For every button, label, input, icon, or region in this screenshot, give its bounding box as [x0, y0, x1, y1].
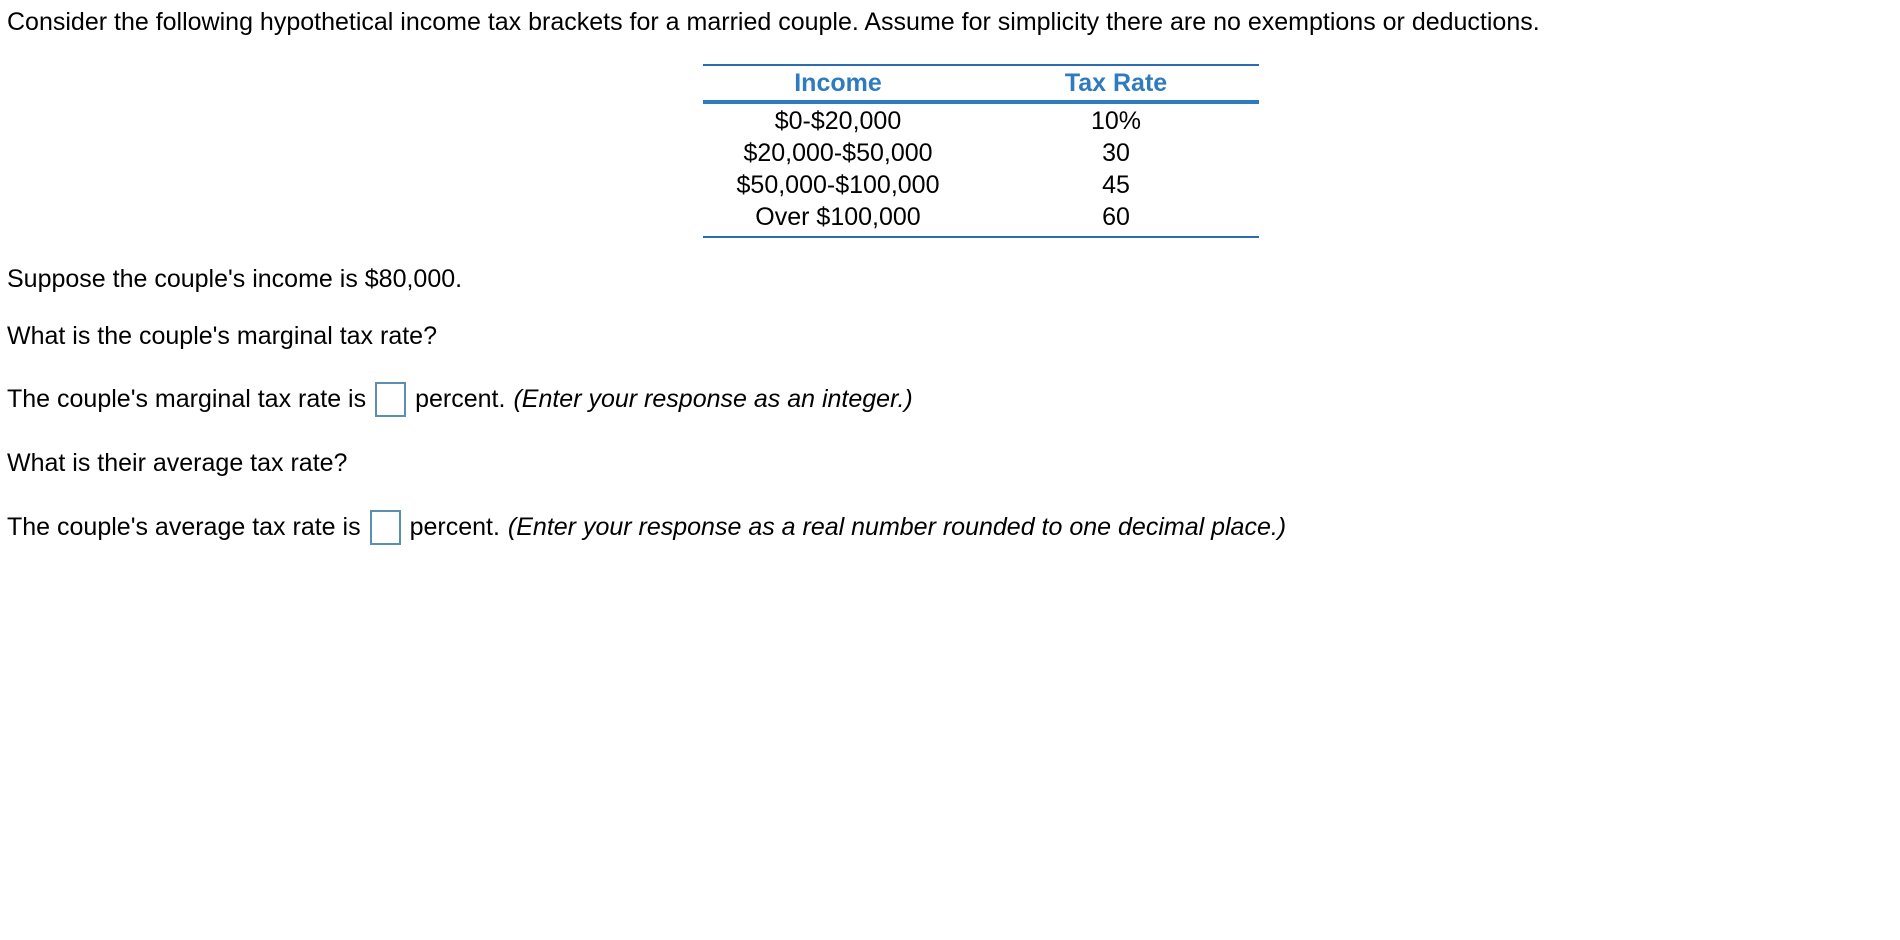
average-rate-hint: (Enter your response as a real number rounded to one decimal place.): [507, 513, 1287, 542]
average-rate-input[interactable]: [370, 510, 401, 545]
income-column-header: Income: [703, 65, 973, 102]
marginal-rate-suffix: percent.: [415, 385, 506, 414]
income-cell: Over $100,000: [755, 203, 921, 232]
table-row: [703, 202, 1259, 237]
tax-bracket-table: [703, 64, 1259, 238]
table-row: [703, 102, 1259, 138]
average-rate-prefix: The couple's average tax rate is: [7, 513, 361, 542]
tax-rate-cell: 30: [1102, 139, 1130, 168]
income-cell: $20,000-$50,000: [743, 139, 933, 168]
tax-rate-cell: 60: [1102, 203, 1130, 232]
average-rate-question: What is their average tax rate?: [7, 449, 348, 478]
table-row: [703, 138, 1259, 170]
income-cell: $50,000-$100,000: [736, 171, 940, 200]
tax-rate-column-header: Tax Rate: [973, 65, 1259, 102]
marginal-rate-input[interactable]: [375, 382, 406, 417]
marginal-rate-hint: (Enter your response as an integer.): [513, 385, 913, 414]
marginal-rate-prefix: The couple's marginal tax rate is: [7, 385, 367, 414]
marginal-rate-question: What is the couple's marginal tax rate?: [7, 321, 437, 350]
income-cell: $0-$20,000: [774, 107, 902, 136]
average-rate-suffix: percent.: [409, 513, 500, 542]
table-header-row: [703, 65, 1259, 102]
income-statement: Suppose the couple's income is $80,000.: [7, 264, 463, 293]
tax-bracket-table-wrapper: [703, 64, 1259, 238]
average-rate-answer-line: [7, 510, 1900, 545]
tax-rate-cell: 10%: [1090, 107, 1142, 136]
table-row: [703, 170, 1259, 202]
marginal-rate-answer-line: [7, 382, 1900, 417]
question-intro: Consider the following hypothetical income tax brackets for a married couple. Assume for simplicity there are no exemptions or deductions.: [7, 8, 1540, 36]
tax-rate-cell: 45: [1102, 171, 1130, 200]
